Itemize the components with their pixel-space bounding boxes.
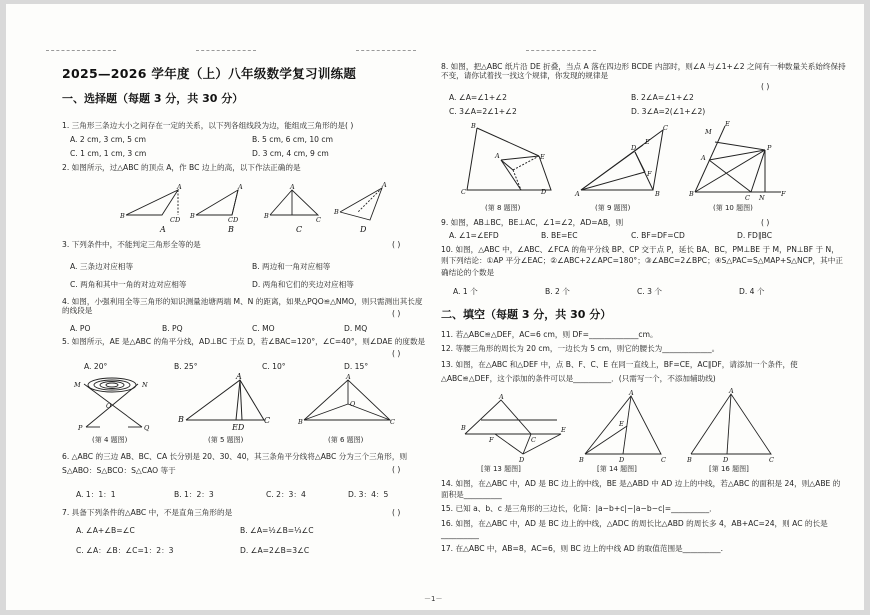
binding-line: [526, 50, 596, 51]
svg-text:O: O: [106, 402, 112, 410]
svg-text:M: M: [74, 381, 81, 389]
binding-line: [46, 50, 116, 51]
caption-figure-16: [第 16 题图]: [709, 465, 749, 473]
q2-choice-a: A: [160, 225, 166, 234]
q8-answer-paren: ( ): [761, 82, 770, 91]
caption-figure-9: (第 9 题图): [595, 204, 631, 212]
question-16: 16. 如图，在△ABC 中，AD 是 BC 边上的中线，△ADC 的周长比△ABD 的周长多 4，AB+AC=24，则 AC 的长是__________: [441, 519, 828, 540]
svg-text:C: C: [461, 188, 466, 196]
q1-option-a: A. 2 cm, 3 cm, 5 cm: [70, 135, 146, 144]
figure-4: [72, 372, 162, 432]
q5-option-d: D. 15°: [344, 362, 369, 371]
question-2: 2. 如图所示，过△ABC 的顶点 A，作 BC 边上的高，以下作法正确的是: [62, 163, 301, 172]
q5-answer-paren: ( ): [392, 349, 401, 358]
q6-option-a: A. 1：1：1: [76, 490, 116, 499]
q7-option-d: D. ∠A=2∠B=3∠C: [240, 546, 310, 555]
svg-text:CD: CD: [170, 216, 181, 224]
svg-text:C: C: [661, 456, 666, 462]
q9-answer-paren: ( ): [761, 218, 770, 227]
svg-text:P: P: [78, 424, 83, 432]
svg-text:E: E: [645, 138, 650, 146]
svg-text:E: E: [540, 153, 545, 161]
q10-option-d: D. 4 个: [739, 287, 765, 296]
svg-text:A: A: [382, 181, 387, 189]
svg-text:A: A: [575, 190, 580, 198]
q3-option-b: B. 两边和一角对应相等: [252, 262, 331, 271]
q5-option-b: B. 25°: [174, 362, 198, 371]
svg-text:A: A: [729, 387, 734, 395]
question-12: 12. 等腰三角形的周长为 20 cm，一边长为 5 cm，则它的腰长为_____________。: [441, 344, 720, 353]
q7-option-a: A. ∠A+∠B=∠C: [76, 526, 135, 535]
q4-option-c: C. MO: [252, 324, 275, 333]
caption-figure-4: (第 4 题图): [92, 436, 128, 444]
figure-8: [461, 120, 571, 200]
q6-option-b: B. 1：2：3: [174, 490, 214, 499]
svg-text:C: C: [745, 194, 750, 200]
svg-text:A: A: [701, 154, 706, 162]
section-fill-heading: 二、填空（每题 3 分，共 30 分）: [441, 308, 612, 321]
q3-option-a: A. 三条边对应相等: [70, 262, 134, 271]
svg-text:A: A: [238, 183, 243, 191]
svg-text:A: A: [346, 373, 351, 381]
question-1: 1. 三角形三条边大小之间存在一定的关系，以下列各组线段为边，能组成三角形的是( ): [62, 121, 354, 130]
svg-text:B: B: [178, 415, 184, 424]
q4-answer-paren: ( ): [392, 309, 401, 318]
q9-option-c: C. BF=DF=CD: [631, 231, 685, 240]
svg-text:B: B: [120, 212, 125, 220]
q10-option-c: C. 3 个: [637, 287, 662, 296]
svg-text:D: D: [631, 144, 637, 152]
svg-text:C: C: [264, 416, 271, 425]
svg-text:B: B: [298, 418, 303, 426]
svg-text:B: B: [334, 208, 339, 216]
svg-text:B: B: [461, 424, 466, 432]
svg-text:ED: ED: [232, 423, 245, 432]
svg-text:E: E: [725, 120, 730, 128]
q5-option-a: A. 20°: [84, 362, 108, 371]
svg-text:A: A: [629, 389, 634, 397]
svg-text:C: C: [390, 418, 395, 426]
figure-16: [687, 386, 777, 462]
caption-figure-10: (第 10 题图): [713, 204, 753, 212]
svg-text:N: N: [759, 194, 765, 200]
svg-text:A: A: [236, 372, 242, 381]
q7-option-c: C. ∠A：∠B：∠C=1：2：3: [76, 546, 174, 555]
question-4: 4. 如图，小强利用全等三角形的知识测量池塘两端 M、N 的距离，如果△PQO≌△NMO，则只需测出其长度的线段是: [62, 297, 423, 316]
svg-text:D: D: [723, 456, 729, 462]
q9-option-a: A. ∠1=∠EFD: [449, 231, 499, 240]
question-17: 17. 在△ABC 中，AB=8，AC=6，则 BC 边上的中线 AD 的取值范围是__________.: [441, 544, 724, 553]
figure-13: [461, 390, 571, 462]
q5-option-c: C. 10°: [262, 362, 286, 371]
q2-choice-c: C: [296, 225, 303, 234]
question-6: 6. △ABC 的三边 AB、BC、CA 长分别是 20、30、40，其三条角平分线将△ABC 分为三个三角形，则 S△ABO：S△BCO：S△CAO 等于: [62, 452, 408, 476]
question-5: 5. 如图所示，AE 是△ABC 的角平分线，AD⊥BC 于点 D，若∠BAC=120°，∠C=40°，则∠DAE 的度数是: [62, 337, 426, 346]
svg-text:F: F: [781, 190, 786, 198]
question-8: 8. 如图，把△ABC 纸片沿 DE 折叠，当点 A 落在四边形 BCDE 内部时，则∠A 与∠1+∠2 之间有一种数量关系始终保持不变，请你试着找一找这个规律，你发现的规律是: [441, 62, 846, 81]
svg-text:CD: CD: [228, 216, 239, 224]
q6-answer-paren: ( ): [392, 465, 401, 474]
svg-text:N: N: [142, 381, 148, 389]
q3-answer-paren: ( ): [392, 240, 401, 249]
q7-answer-paren: ( ): [392, 508, 401, 517]
page-title: 2025—2026 学年度（上）八年级数学复习训练题: [62, 66, 357, 81]
q10-option-a: A. 1 个: [453, 287, 478, 296]
q2-choice-b: B: [228, 225, 234, 234]
q8-option-d: D. 3∠A=2(∠1+∠2): [631, 107, 706, 116]
question-15: 15. 已知 a、b、c 是三角形的三边长，化简：|a−b+c|−|a−b−c|=__________．: [441, 504, 717, 513]
svg-text:D: D: [519, 456, 525, 462]
svg-text:B: B: [687, 456, 692, 462]
svg-text:C: C: [531, 436, 536, 444]
svg-text:F: F: [647, 170, 652, 178]
svg-text:B: B: [579, 456, 584, 462]
figure-10: [689, 120, 789, 200]
svg-text:C: C: [769, 456, 774, 462]
svg-text:B: B: [689, 190, 694, 198]
binding-line: [196, 50, 256, 51]
q7-option-b: B. ∠A=½∠B=⅓∠C: [240, 526, 314, 535]
svg-text:Q: Q: [144, 424, 150, 432]
svg-text:A: A: [177, 183, 182, 191]
q3-option-c: C. 两角和其中一角的对边对应相等: [70, 280, 187, 289]
q6-option-d: D. 3：4：5: [348, 490, 389, 499]
figure-6: [298, 372, 398, 432]
figure-5: [178, 372, 278, 432]
caption-figure-8: (第 8 题图): [485, 204, 521, 212]
svg-text:A: A: [290, 183, 295, 191]
svg-text:B: B: [471, 122, 476, 130]
question-7: 7. 具备下列条件的△ABC 中，不是直角三角形的是: [62, 508, 233, 517]
question-3: 3. 下列条件中，不能判定三角形全等的是: [62, 240, 201, 249]
figure-14: [579, 388, 669, 462]
q1-option-b: B. 5 cm, 6 cm, 10 cm: [252, 135, 333, 144]
svg-text:C: C: [663, 124, 668, 132]
binding-line: [356, 50, 416, 51]
q3-option-d: D. 两角和它们的夹边对应相等: [252, 280, 354, 289]
svg-text:M: M: [705, 128, 712, 136]
svg-text:D: D: [619, 456, 625, 462]
svg-text:O: O: [350, 400, 356, 408]
svg-text:B: B: [264, 212, 269, 220]
exam-sheet: [6, 4, 864, 610]
svg-text:B: B: [190, 212, 195, 220]
page-number: －1－: [424, 595, 443, 603]
q6-option-c: C. 2：3：4: [266, 490, 306, 499]
figure-9: [573, 120, 673, 200]
q8-option-c: C. 3∠A=2∠1+∠2: [449, 107, 517, 116]
q2-figures: [120, 180, 390, 235]
caption-figure-14: [第 14 题图]: [597, 465, 637, 473]
svg-text:D: D: [541, 188, 547, 196]
svg-text:C: C: [316, 216, 321, 224]
svg-text:E: E: [619, 420, 624, 428]
q4-option-a: A. PO: [70, 324, 91, 333]
question-14: 14. 如图，在△ABC 中，AD 是 BC 边上的中线，BE 是△ABD 中 AD 边上的中线，若△ABC 的面积是 24，则△ABE 的面积是__________: [441, 479, 841, 500]
question-13: 13. 如图，在△ABC 和△DEF 中，点 B、F、C、E 在同一直线上，BF=CE，AC∥DF，请添加一个条件，使△ABC≌△DEF，这个添加的条件可以是__________．(只需写一个，不添加辅助线): [441, 360, 798, 384]
svg-text:P: P: [767, 144, 772, 152]
question-11: 11. 若△ABC≌△DEF，AC=6 cm，则 DF=_____________cm。: [441, 330, 658, 339]
svg-text:E: E: [561, 426, 566, 434]
svg-text:B: B: [655, 190, 660, 198]
svg-text:A: A: [495, 152, 500, 160]
q1-option-c: C. 1 cm, 1 cm, 3 cm: [70, 149, 147, 158]
section-choice-heading: 一、选择题（每题 3 分，共 30 分）: [62, 92, 244, 105]
q8-option-b: B. 2∠A=∠1+∠2: [631, 93, 694, 102]
caption-figure-6: (第 6 题图): [328, 436, 364, 444]
caption-figure-13: [第 13 题图]: [481, 465, 521, 473]
q4-option-b: B. PQ: [162, 324, 183, 333]
q9-option-d: D. FD∥BC: [737, 231, 773, 240]
q10-option-b: B. 2 个: [545, 287, 570, 296]
q1-option-d: D. 3 cm, 4 cm, 9 cm: [252, 149, 329, 158]
q8-option-a: A. ∠A=∠1+∠2: [449, 93, 507, 102]
q4-option-d: D. MQ: [344, 324, 368, 333]
svg-text:A: A: [499, 393, 504, 401]
q9-option-b: B. BE=EC: [541, 231, 578, 240]
question-9: 9. 如图，AB⊥BC，BE⊥AC，∠1=∠2，AD=AB，则: [441, 218, 624, 227]
question-10: 10. 如图，△ABC 中，∠ABC、∠FCA 的角平分线 BP、CP 交于点 P，延长 BA、BC，PM⊥BE 于 M，PN⊥BF 于 N，则下列结论：①AP 平分∠EAC；②∠ABC+2∠APC=180°；③∠ABC=2∠BPC；④S△PAC=S△MAP+S△NCP，其中正确结论的个数是: [441, 245, 843, 277]
caption-figure-5: (第 5 题图): [208, 436, 244, 444]
svg-text:F: F: [489, 436, 494, 444]
q2-choice-d: D: [360, 225, 367, 234]
